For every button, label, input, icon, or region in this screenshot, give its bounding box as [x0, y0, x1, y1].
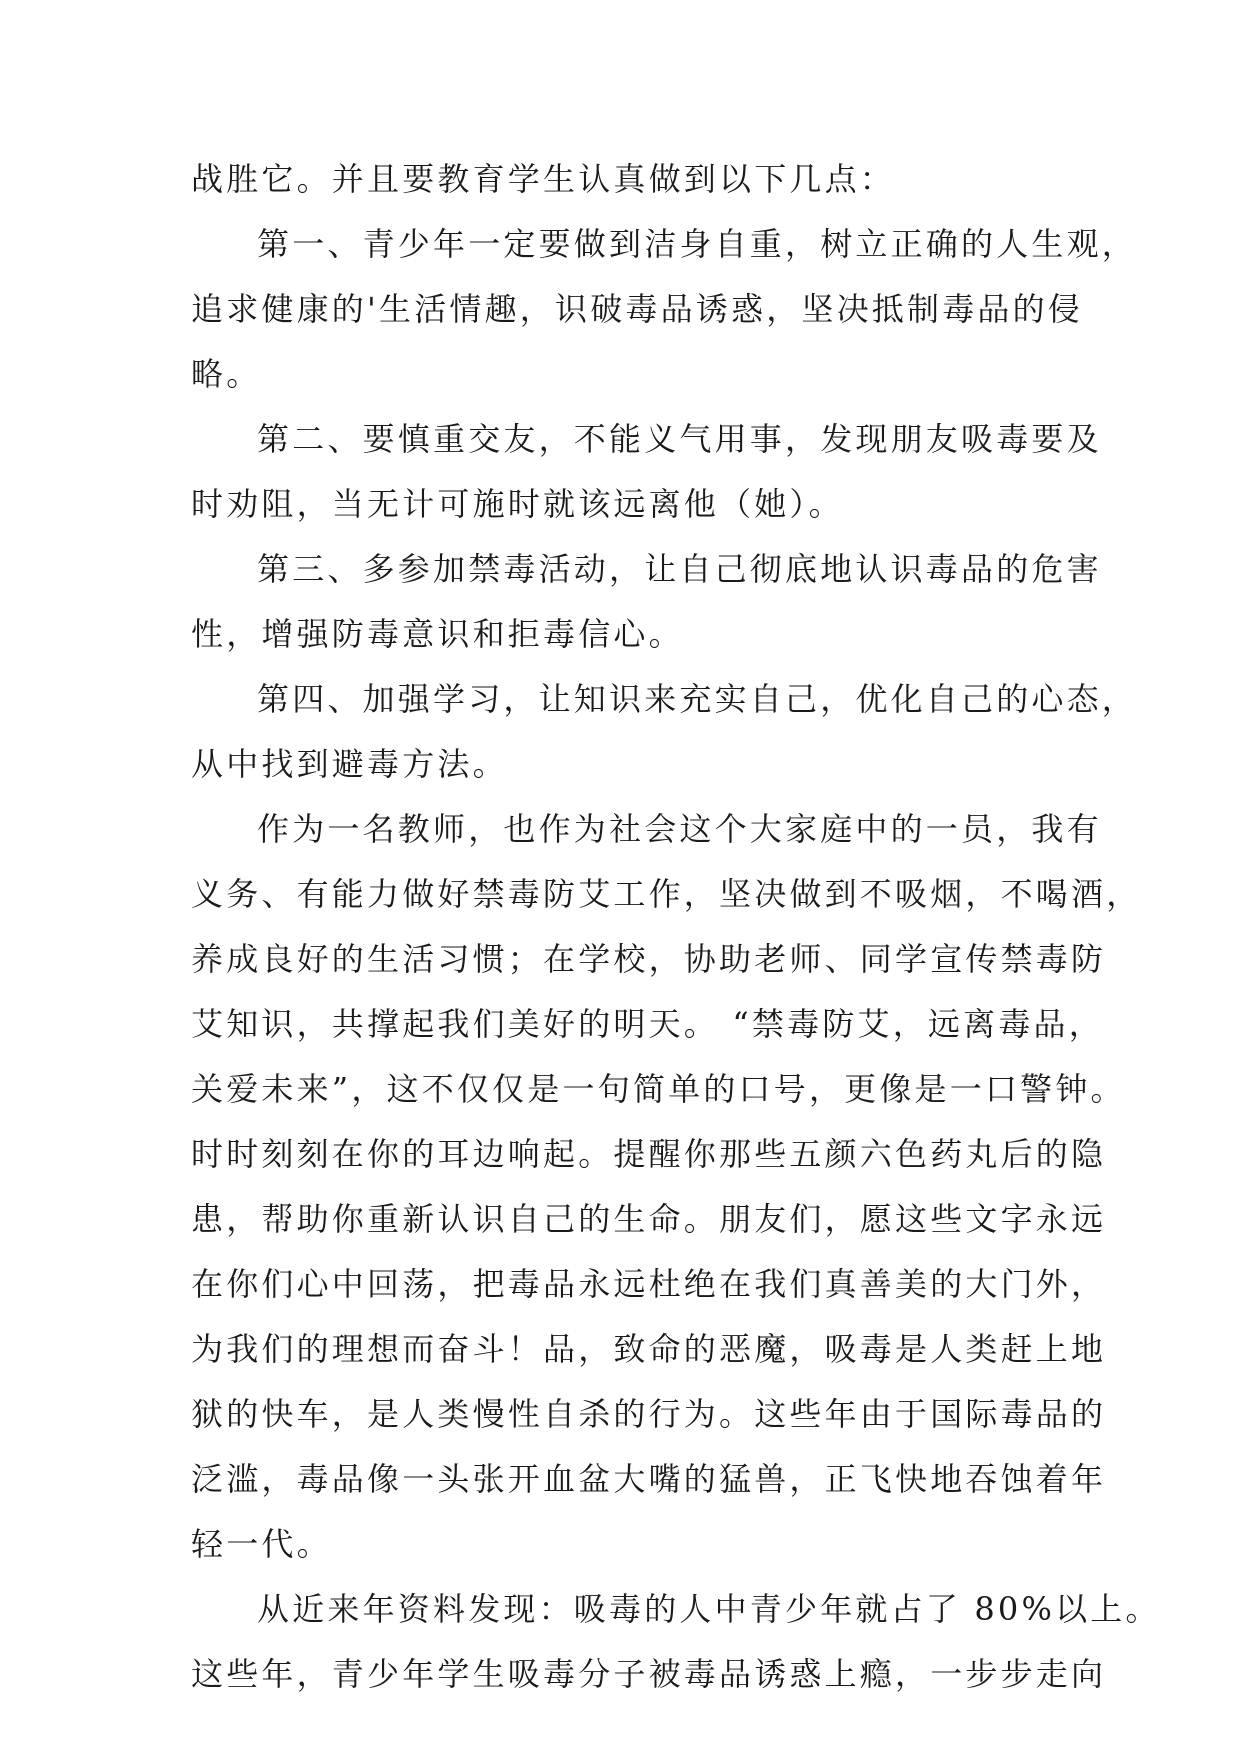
text-line: 患，帮助你重新认识自己的生命。朋友们，愿这些文字永远 — [191, 1200, 1107, 1238]
document-page — [191, 160, 1161, 1720]
text-line: 作为一名教师，也作为社会这个大家庭中的一员，我有 — [257, 810, 1102, 848]
text-line: 轻一代。 — [191, 1525, 332, 1563]
text-line: 性，增强防毒意识和拒毒信心。 — [191, 615, 684, 653]
text-line: 第三、多参加禁毒活动，让自己彻底地认识毒品的危害 — [257, 550, 1102, 588]
text-line: 第二、要慎重交友，不能义气用事，发现朋友吸毒要及 — [257, 420, 1102, 458]
text-line: 第一、青少年一定要做到洁身自重，树立正确的人生观， — [257, 225, 1138, 263]
text-line: 第四、加强学习，让知识来充实自己，优化自己的心态， — [257, 680, 1138, 718]
text-line: 狱的快车，是人类慢性自杀的行为。这些年由于国际毒品的 — [191, 1395, 1107, 1433]
text-line: 关爱未来”，这不仅仅是一句简单的口号，更像是一口警钟。 — [191, 1070, 1126, 1108]
text-line: 义务、有能力做好禁毒防艾工作，坚决做到不吸烟，不喝酒， — [191, 875, 1142, 913]
text-line: 略。 — [191, 355, 262, 393]
text-line: 这些年，青少年学生吸毒分子被毒品诱惑上瘾，一步步走向 — [191, 1655, 1107, 1693]
text-line: 在你们心中回荡，把毒品永远杜绝在我们真善美的大门外， — [191, 1265, 1107, 1303]
text-line: 时时刻刻在你的耳边响起。提醒你那些五颜六色药丸后的隐 — [191, 1135, 1107, 1173]
text-line: 时劝阻，当无计可施时就该远离他（她）。 — [191, 485, 844, 523]
text-line: 从中找到避毒方法。 — [191, 745, 508, 783]
text-line: 为我们的理想而奋斗！品，致命的恶魔，吸毒是人类赶上地 — [191, 1330, 1107, 1368]
text-line: 从近来年资料发现：吸毒的人中青少年就占了 80%以上。 — [257, 1590, 1161, 1628]
text-line: 艾知识，共撑起我们美好的明天。 “禁毒防艾，远离毒品， — [191, 1005, 1104, 1043]
text-line: 战胜它。并且要教育学生认真做到以下几点： — [191, 160, 896, 198]
text-line: 追求健康的'生活情趣，识破毒品诱惑，坚决抵制毒品的侵 — [191, 290, 1083, 328]
text-line: 养成良好的生活习惯；在学校，协助老师、同学宣传禁毒防 — [191, 940, 1107, 978]
text-line: 泛滥，毒品像一头张开血盆大嘴的猛兽，正飞快地吞蚀着年 — [191, 1460, 1107, 1498]
